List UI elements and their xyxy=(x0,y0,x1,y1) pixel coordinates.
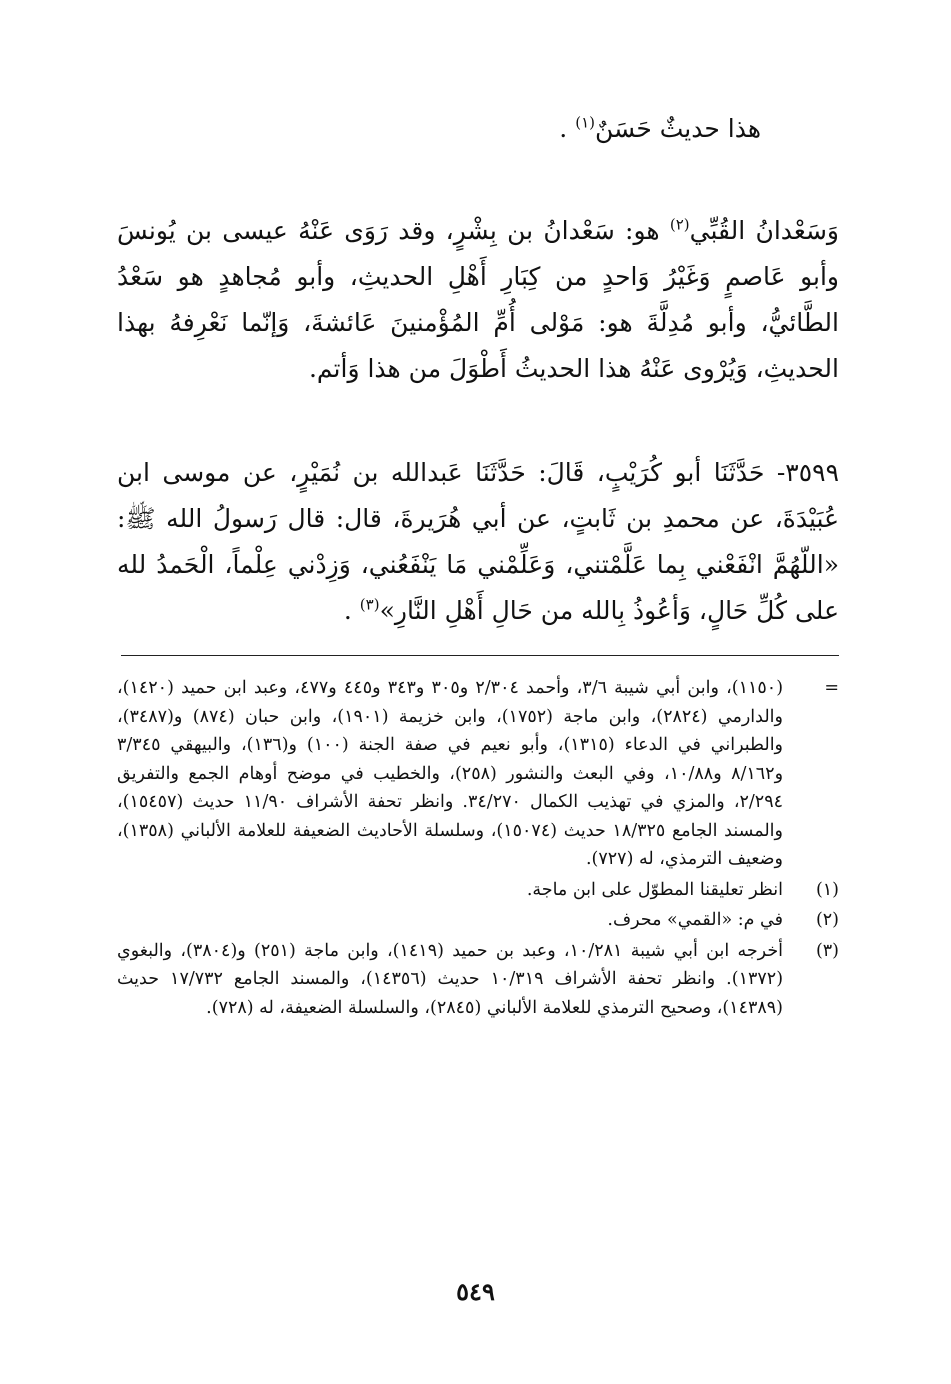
footnote-marker: (٣) xyxy=(815,940,839,961)
hadith-grade-text: هذا حديثٌ حَسَنٌ xyxy=(594,114,761,143)
footnote-continuation xyxy=(117,674,839,874)
commentary-part-2: هو: سَعْدانُ بن بِشْرٍ، وقد رَوَى عَنْهُ عيسى بن يُونسَ وأبو عَاصمٍ وَغَيْرُ وَاحدٍ من كِبَارِ أَهْلِ الحديثِ، وأبو مُجاهدٍ هو سَعْدُ الطَّائيُّ، وأبو مُدِلَّةَ هو: مَوْلى أُمِّ المُؤْمنينَ عَائشةَ، وَإنّما نَعْرِفهُ بهذا الحديثِ، وَيُرْوى عَنْهُ هذا الحديثُ أَطْوَلَ من هذا وَأتم. xyxy=(117,216,839,383)
footnote-3 xyxy=(117,937,839,1023)
footnote-text: أخرجه ابن أبي شيبة ١٠/٢٨١، وعبد بن حميد (١٤١٩)، وابن ماجة (٢٥١) و(٣٨٠٤)، والبغوي (١٣٧٢). وانظر تحفة الأشراف ١٠/٣١٩ حديث (١٤٣٥٦)، والمسند الجامع ١٧/٧٣٢ حديث (١٤٣٨٩)، وصحيح الترمذي للعلامة الألباني (٢٨٤٥)، والسلسلة الضعيفة، له (٧٢٨). xyxy=(117,940,784,1018)
footnote-divider xyxy=(121,655,839,656)
footnote-ref-2: (٢) xyxy=(669,215,690,234)
hadith-grade-end: . xyxy=(559,114,576,143)
footnote-ref-3: (٣) xyxy=(359,595,380,614)
hadith-text: ٣٥٩٩- حَدَّثَنَا أبو كُرَيْبٍ، قَالَ: حَدَّثَنَا عَبدالله بن نُمَيْرٍ، عن موسى ابن عُبَيْدَةَ، عن محمدِ بن ثَابتٍ، عن أبي هُرَيرةَ، قال: قال رَسولُ الله ﷺ: «اللّهُمَّ انْفَعْني بِما عَلَّمْتني، وَعَلِّمْني مَا يَنْفَعُني، وَزِدْني عِلْماً، الْحَمدُ لله على كُلِّ حَالٍ، وَأعُوذُ بِالله من حَالِ أَهْلِ النَّارِ» xyxy=(117,458,839,625)
footnotes-section xyxy=(117,674,839,1024)
footnote-text: (١١٥٠)، وابن أبي شيبة ٣/٦، وأحمد ٢/٣٠٤ و٣٠٥ و٣٤٣ و٤٤٥ و٤٧٧، وعبد ابن حميد (١٤٢٠)، والدارمي (٢٨٢٤)، وابن ماجة (١٧٥٢)، وابن خزيمة (١٩٠١)، وابن حبان (٨٧٤) و(٣٤٨٧)، والطبراني في الدعاء (١٣١٥)، وأبو نعيم في صفة الجنة (١٠٠) و(١٣٦)، والبيهقي ٣/٣٤٥ و٨/١٦٢ و١٠/٨٨، وفي البعث والنشور (٢٥٨)، والخطيب في موضح أوهام الجمع والتفريق ٢/٢٩٤، والمزي في تهذيب الكمال ٣٤/٢٧٠. وانظر تحفة الأشراف ١١/٩٠ حديث (١٥٤٥٧)، والمسند الجامع ١٨/٣٢٥ حديث (١٥٠٧٤)، وسلسلة الأحاديث الضعيفة للعلامة الألباني (١٣٥٨)، وضعيف الترمذي، له (٧٢٧). xyxy=(117,678,784,869)
footnote-text: انظر تعليقنا المطوّل على ابن ماجة. xyxy=(526,879,783,900)
footnote-marker: (١) xyxy=(815,879,839,900)
footnote-ref-1: (١) xyxy=(575,113,595,132)
footnote-marker: (٢) xyxy=(815,910,839,930)
page-number: ٥٤٩ xyxy=(456,1277,495,1306)
footnote-marker: = xyxy=(824,678,839,698)
commentary-paragraph xyxy=(117,208,839,392)
footnote-text: في م: «القمي» محرف. xyxy=(607,910,783,930)
footnote-1 xyxy=(117,876,839,905)
commentary-part-1: وَسَعْدانُ القُبِّي xyxy=(689,216,839,245)
hadith-end: . xyxy=(343,596,360,625)
hadith-grade-line xyxy=(559,106,761,152)
hadith-paragraph xyxy=(117,450,839,634)
footnote-2 xyxy=(117,906,839,935)
